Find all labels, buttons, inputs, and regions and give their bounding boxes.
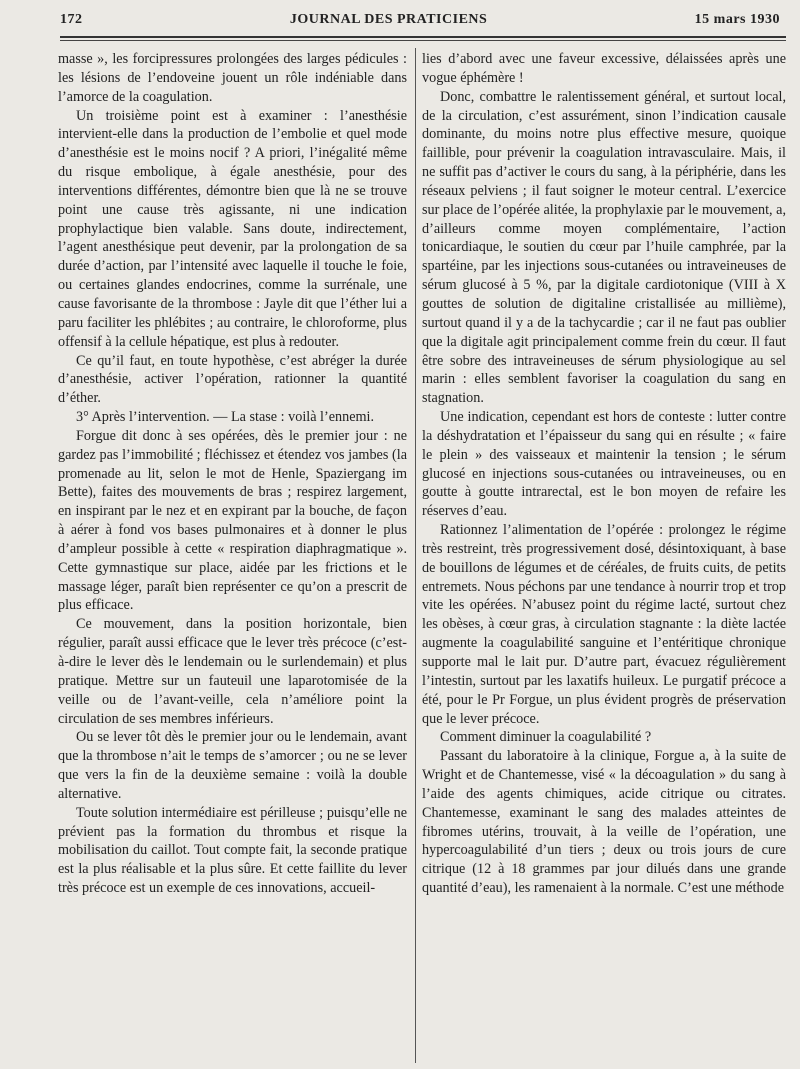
- paragraph: Forgue dit donc à ses opérées, dès le premier jour : ne gardez pas l’immobilité ; fléchissez et étendez vos jambes (la promenade au lit, selon le mot de Henle, Spaziergang im Bette), faites des mouvements de bras ; respirez largement, en inspirant par le nez et en expirant par la bouche, de façon à aérer à fond vos bases pulmonaires et à donner le plus d’ampleur possible à cette « respiration diaphragmatique ». Cette gymnastique sur place, aidée par les frictions et le massage léger, paraît bien représenter ce qu’on a prescrit de plus efficace.: [58, 427, 407, 614]
- paragraph: Une indication, cependant est hors de conteste : lutter contre la déshydratation et l’épaisseur du sang qui en résulte ; « faire le plein » des vaisseaux et maintenir la tension ; le sérum glucosé en injections sous-cutanées ou intraveineuses, ou en goutte à goutte intrarectal, est le bon moyen de refaire les réserves d’eau.: [422, 409, 786, 520]
- header-rule: [60, 36, 786, 38]
- paragraph: lies d’abord avec une faveur excessive, délaissées après une vogue éphémère !: [422, 51, 786, 86]
- issue-date: 15 mars 1930: [694, 12, 780, 27]
- left-column: [58, 50, 407, 898]
- paragraph-italic-alternative: Ou se lever tôt dès le premier jour ou le lendemain, avant que la thrombose n’ait le temps de s’amorcer ; ou ne se lever que vers la fin de la deuxième semaine : voilà la double alternative.: [58, 729, 407, 802]
- page-number: 172: [60, 12, 83, 27]
- paragraph: Toute solution intermédiaire est périlleuse ; puisqu’elle ne prévient pas la formation du thrombus et risque la mobilisation du caillot. Tout compte fait, la seconde pratique est la plus réalisable et la plus sûre. Et cette faillite du lever très précoce est un exemple de ces innovations, accueil-: [58, 804, 407, 897]
- paragraph: Rationnez l’alimentation de l’opérée : prolongez le régime très restreint, très progressivement dosé, désintoxiquant, à base de bouillons de légumes et de céréales, de fruits cuits, de petits entremets. Nous péchons par une tendance à nourrir trop et trop vite les opérées. N’abusez point du régime lacté, surtout chez les obèses, à cœur gras, à circulation stagnante : la diète lactée augmente la coagulabilité sanguine et l’entéritique chronique supporte mal le lait pur. D’autre part, évacuez régulièrement l’intestin, surtout par les laxatifs huileux. Le purgatif précoce a été, pour le Pr Forgue, un plus évident progrès de préservation que le lever précoce.: [422, 522, 786, 727]
- paragraph: Donc, combattre le ralentissement général, et surtout local, de la circulation, c’est assurément, sinon l’indication causale dominante, du moins notre plus effective mesure, quoique faillible, pour prévenir la coagulation intravasculaire. Mais, il ne suffit pas d’activer le cours du sang, à la périphérie, dans les réseaux pelviens ; il faut soigner le moteur central. L’exercice sur place de l’opérée alitée, la prophylaxie par le mouvement, a, d’ailleurs comme moyen complémentaire, l’action tonicardiaque, le soutien du cœur par l’huile camphrée, par la spartéine, par les injections sous-cutanées ou intraveineuses de sérum glucosé à 5 %, par la digitale cardiotonique (VIII à X gouttes de solution de digitaline cristallisée au millième), surtout quand il y a de la tachycardie ; car il ne faut pas oublier que la digitale agit principalement comme frein du cœur. Il faut être sobre des intraveineuses de sérum physiologique au sel marin : elles semblent favoriser la coagulation du sang en stagnation.: [422, 88, 786, 407]
- paragraph: Ce qu’il faut, en toute hypothèse, c’est abréger la durée d’anesthésie, activer l’opération, rationner la quantité d’éther.: [58, 352, 407, 407]
- header-rule-thin: [60, 40, 786, 41]
- paragraph: masse », les forcipressures prolongées des larges pédicules : les lésions de l’endoveine jouent un rôle indéniable dans l’amorce de la coagulation.: [58, 51, 407, 105]
- right-column: [422, 50, 786, 898]
- paragraph: Un troisième point est à examiner : l’anesthésie intervient-elle dans la production de l’embolie et quel mode d’anesthésie est le moins nocif ? A priori, l’inégalité même du risque embolique, à égale anesthésie, pour des interventions différentes, démontre bien que là ne se trouve point une cause très agissante, ni une indication prophylactique bien valable. Sans doute, indirectement, l’agent anesthésique peut devenir, par la prolongation de sa durée d’action, par l’intensité avec laquelle il touche le foie, ou certaines glandes endocrines, comme la surrénale, une cause favorisante de la thrombose : Jayle dit que l’éther lui a paru faciliter les phlébites ; au contraire, le chloroforme, plus offensif à la cellule hépatique, est plus à redouter.: [58, 107, 407, 350]
- paragraph-question: Comment diminuer la coagulabilité ?: [440, 729, 652, 746]
- paragraph: Passant du laboratoire à la clinique, Forgue a, à la suite de Wright et de Chantemesse, visé « la décoagulation » du sang à l’aide des agents chimiques, acide citrique ou citrates. Chantemesse, examinant le sang des malades atteintes de fibromes utérins, trouvait, à la veille de l’opération, une hypercoagulabilité d’un tiers ; deux ou trois jours de cure citrique (12 à 18 grammes par jour dilués dans une grande quantité d’eau), les ramenaient à la normale. C’est une méthode: [422, 748, 786, 897]
- paragraph: Ce mouvement, dans la position horizontale, bien régulier, paraît aussi efficace que le lever très précoce (c’est-à-dire le lever dès le lendemain ou le surlendemain) et plus pratique. Mettre sur un fauteuil une laparotomisée de la veille ou de l’avant-veille, cela n’améliore point la circulation de ses membres inférieurs.: [58, 616, 407, 727]
- section-heading-after-intervention: 3° Après l’intervention. — La stase : voilà l’ennemi.: [76, 409, 375, 426]
- running-header: [60, 12, 780, 36]
- journal-title: JOURNAL DES PRATICIENS: [289, 12, 488, 27]
- column-divider: [415, 48, 416, 1063]
